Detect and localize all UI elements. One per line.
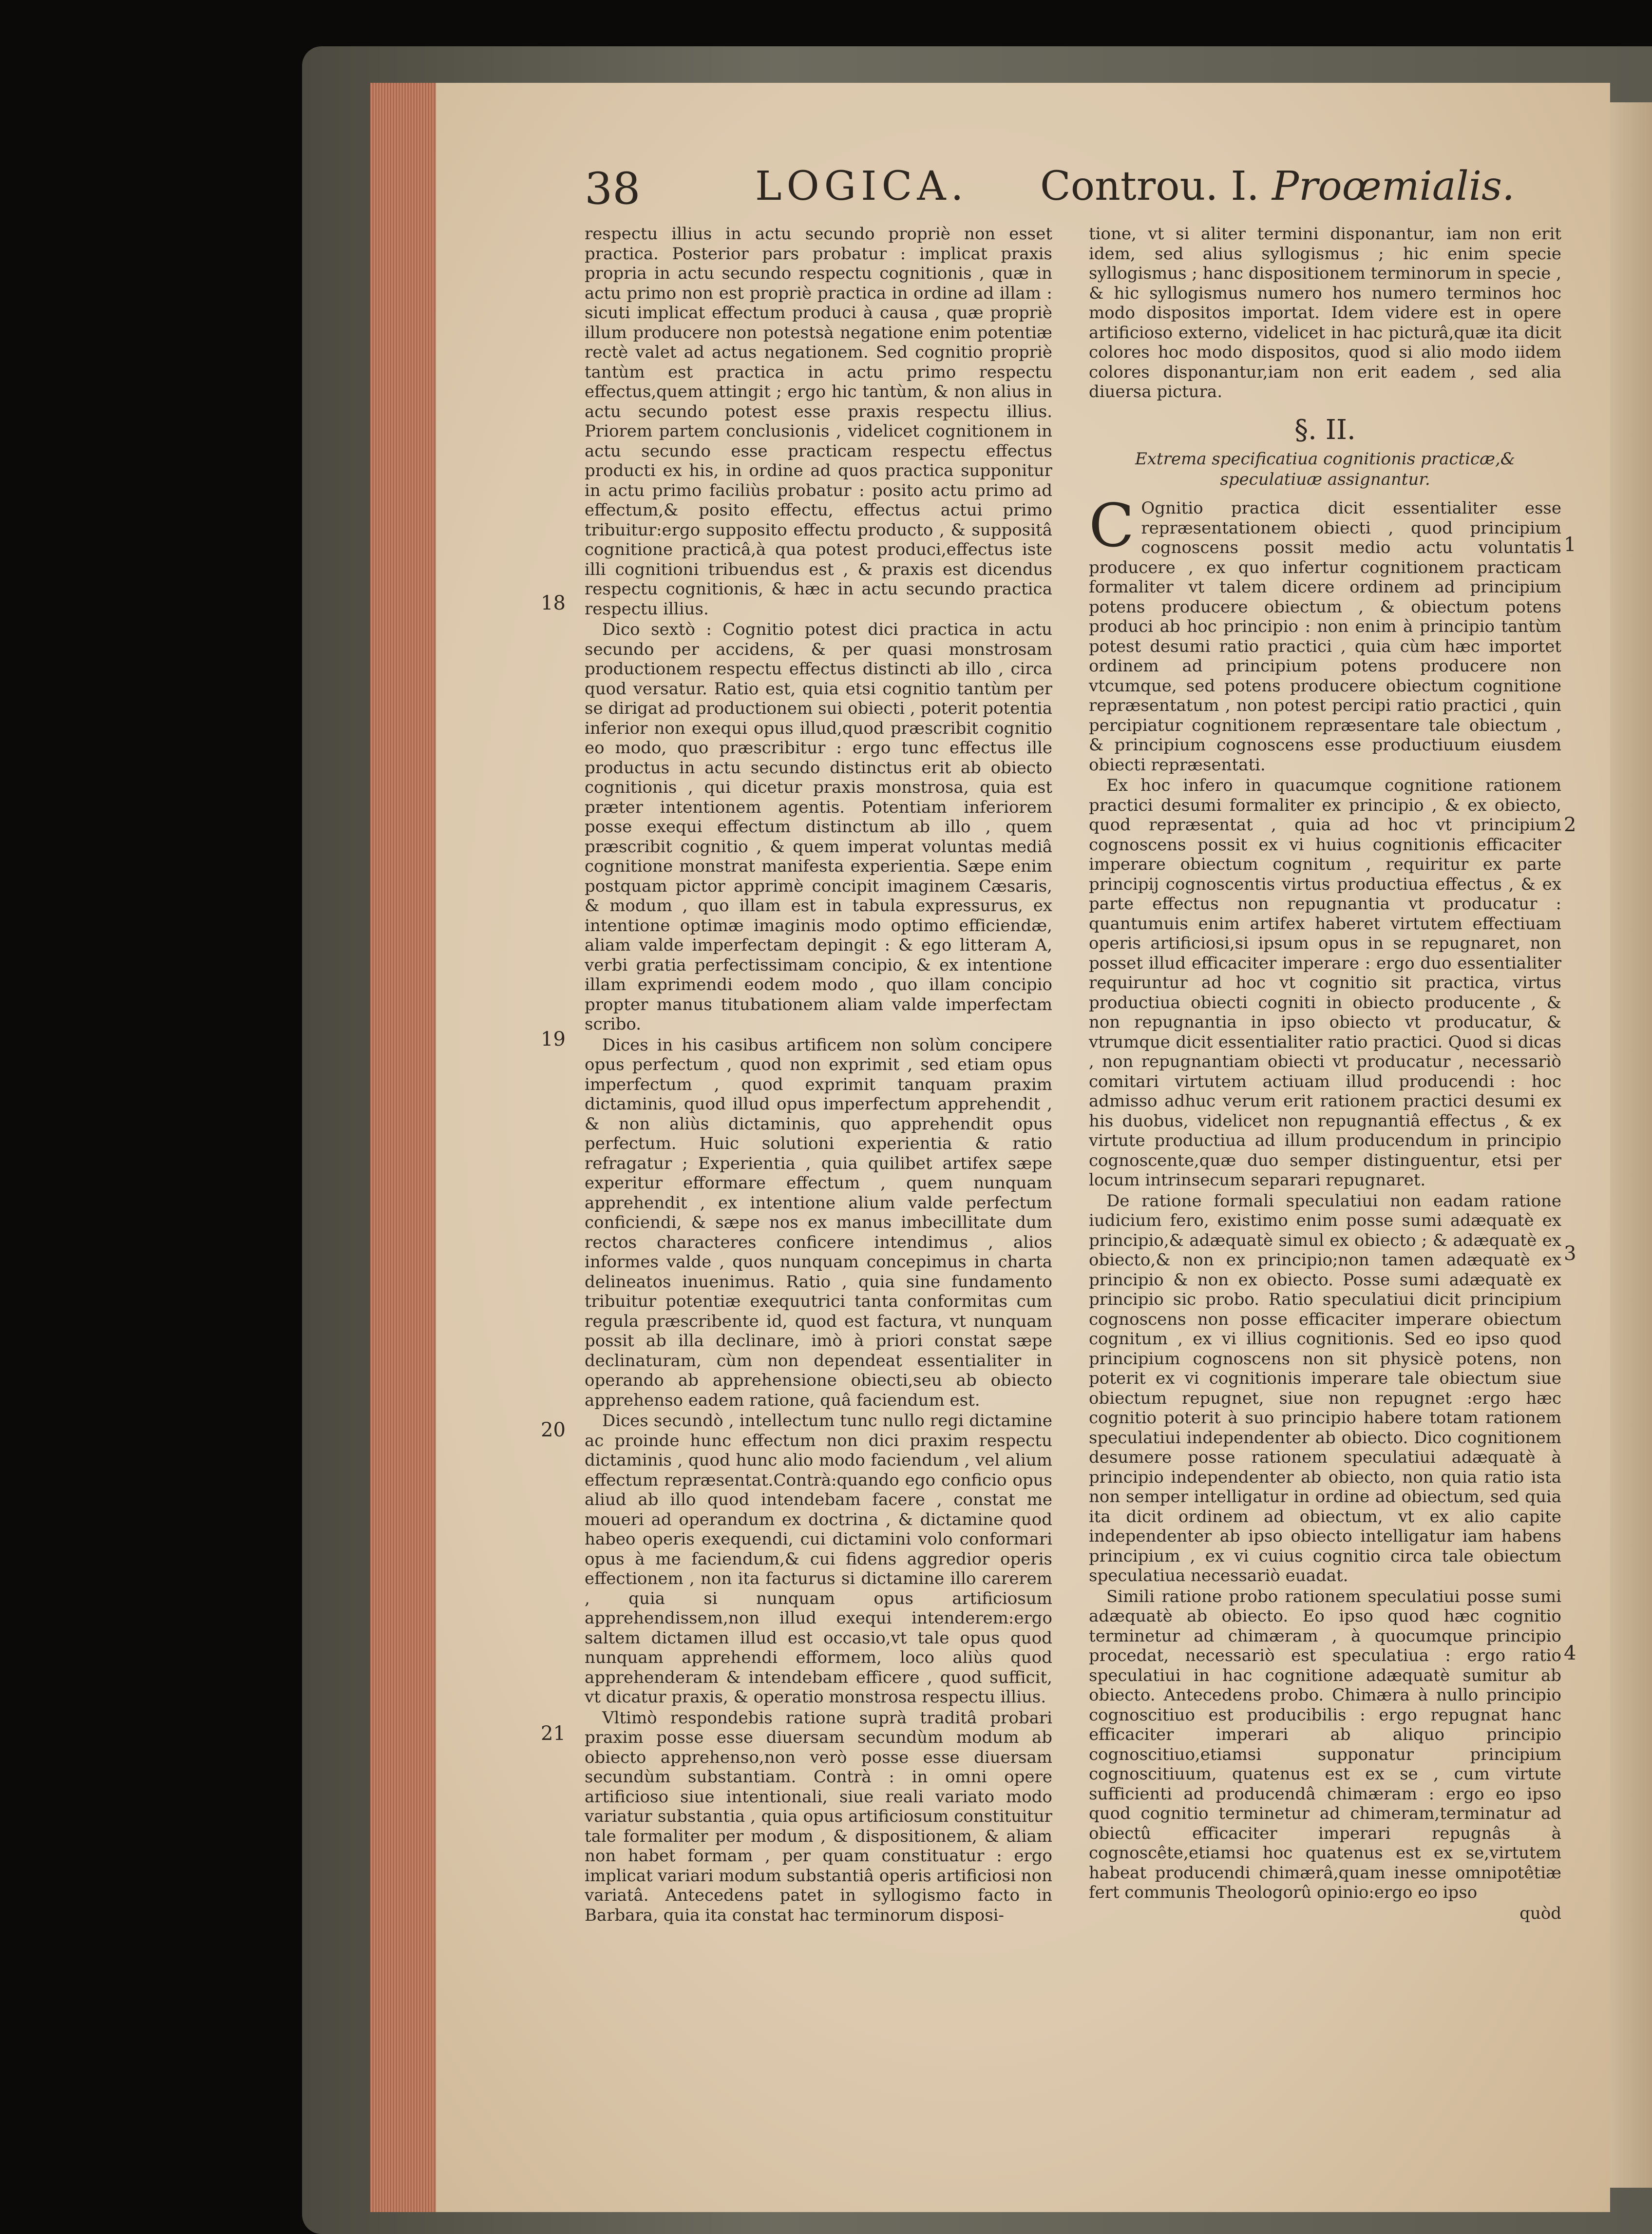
paragraph: Ex hoc infero in quacumque cognitione rationem practici desumi formaliter ex principio , & ex obiecto, quod repræsentat , quia ad hoc vt principium cognoscens possit ex vi huius cognitionis efficaciter imperare obiectum cognitum , requiritur ex parte principij cognoscentis virtus productiua effectus , & ex parte effectus non repugnantia vt producatur : quantumuis enim artifex haberet virtutem effectiuam operis artificiosi,si ipsum opus in se repugnaret, non posset illud efficaciter imperare : ergo duo essentialiter requiruntur ad hoc vt cognitio sit practica, virtus productiua obiecti cogniti in obiecto producente , & non repugnantia in ipso obiecto vt producatur, & vtrumque dicit essentialiter ratio practici. Quod si dicas , non repugnantiam obiecti vt producatur , necessariò comitari virtutem actiuam illud producendi : hoc admisso adhuc verum erit rationem practici desumi ex his duobus, videlicet non repugnantiâ effectus , & ex virtute productiua ad illum producendum in principio cognoscente,quæ duo semper distinguentur, etsi per locum intrinsecum separari repugnaret. <box>1089 776 1561 1190</box>
header-subtitle-italic: Proœmialis. <box>1272 163 1515 210</box>
book-page <box>436 83 1610 2212</box>
header-subtitle <box>1040 163 1515 210</box>
margin-number: 1 <box>1564 534 1576 556</box>
margin-number: 2 <box>1564 814 1576 836</box>
running-header <box>585 163 1598 222</box>
paragraph: tione, vt si aliter termini disponantur, iam non erit idem, sed alius syllogismus ; hic enim specie syllogismus ; hanc dispositionem terminorum in specie , & hic syllogismus numero hos numero terminos hoc modo dispositos importat. Idem videre est in opere artificioso externo, videlicet in hac picturâ,quæ ita dicit colores hoc modo dispositos, quod si alio modo iidem colores disponantur,iam non erit eadem , sed alia diuersa pictura. <box>1089 224 1561 401</box>
left-column <box>585 224 1052 2027</box>
header-title: LOGICA. <box>755 163 968 210</box>
paragraph: Simili ratione probo rationem speculatiui posse sumi adæquatè ab obiecto. Eo ipso quod hæc cognitio terminetur ad chimæram , à quocumque principio procedat, necessariò est speculatiua : ergo ratio speculatiui in hac cognitione adæquatè sumitur ab obiecto. Antecedens probo. Chimæra à nullo principio cognoscitiuo est producibilis : ergo repugnat hanc efficaciter imperari ab aliquo principio cognoscitiuo,etiamsi supponatur principium cognoscitiuum, quatenus est ex se , cum virtute sufficienti ad producendâ chimæram : ergo eo ipso quod cognitio terminetur ad chimeram,terminatur ad obiectû efficaciter imperari repugnâs à cognoscête,etiamsi hoc quatenus est ex se,virtutem habeat producendi chimærâ,quam inesse omnipotêtiæ fert communis Theologorû opinio:ergo eo ipso <box>1089 1586 1561 1902</box>
margin-number: 21 <box>541 1722 566 1745</box>
paragraph: respectu illius in actu secundo propriè non esset practica. Posterior pars probatur : implicat praxis propria in actu secundo respectu cognitionis , quæ in actu primo non est propriè practica in ordine ad illam : sicuti implicat effectum produci à causa , quæ propriè illum producere non potestsà negatione enim potentiæ rectè valet ad actus negationem. Sed cognitio propriè tantùm est practica in actu primo respectu effectus,quem attingit ; ergo hic tantùm, & non alius in actu secundo potest esse praxis respectu illius. Priorem partem conclusionis , videlicet cognitionem in actu secundo esse practicam respectu effectus producti ex his, in ordine ad quos practica supponitur in actu primo faciliùs probatur : posito actu primo ad effectum,& posito effectu, effectus actui primo tribuitur:ergo supposito effectu producto , & suppositâ cognitione practicâ,à qua potest produci,effectus iste illi cognitioni tribuendus est , & praxis est dicendus respectu cognitionis, & hæc in actu secundo practica respectu illius. <box>585 224 1052 619</box>
margin-number: 20 <box>541 1419 566 1441</box>
drop-capital: C <box>1089 491 1135 560</box>
section-subtitle: Extrema specificatiua cognitionis practicæ,& speculatiuæ assignantur. <box>1135 449 1516 489</box>
margin-number: 4 <box>1564 1642 1576 1664</box>
section-title: §. II. <box>1294 414 1356 446</box>
page-edges <box>370 83 438 2212</box>
paragraph-text: Ognitio practica dicit essentialiter esse repræsentationem obiecti , quod principium cognoscens possit medio actu voluntatis producere , ex quo infertur cognitionem practicam formaliter vt talem dicere ordinem ad principium potens producere obiectum , & obiectum potens produci ab hoc principio : non enim à principio tantùm potest desumi ratio practici , quia cùm hæc importet ordinem ad principium potens producere non vtcumque, sed potens producere obiectum cognitione repræsentatum , non potest percipi ratio practici , quin percipiatur cognitionem repræsentare tale obiectum , & principium cognoscens esse productiuum eiusdem obiecti repræsentati. <box>1089 498 1561 775</box>
right-column <box>1089 224 1561 2061</box>
paragraph: Vltimò respondebis ratione suprà traditâ probari praxim posse esse diuersam secundùm modum ab obiecto apprehenso,non verò posse esse diuersam secundùm substantiam. Contrà : in omni opere artificioso siue intentionali, siue reali variato modo variatur substantia , quia opus artificiosum constituitur tale formaliter per modum , & dispositionem, & aliam non habet formam , per quam constituatur : ergo implicat variari modum substantiâ operis artificiosi non variatâ. Antecedens patet in syllogismo facto in Barbara, quia ita constat hac terminorum disposi- <box>585 1708 1052 1925</box>
paragraph: Dices secundò , intellectum tunc nullo regi dictamine ac proinde hunc effectum non dici praxim respectu dictaminis , quod hunc alio modo faciendum , vel alium effectum repræsentat.Contrà:quando ego conficio opus aliud ab illo quod intendebam facere , constat me moueri ad operandum ex doctrina , & dictamine quod habeo operis exequendi, cui dictamini volo conformari opus à me faciendum,& cui fidens aggredior operis effectionem , non ita facturus si dictamine illo carerem , quia si nunquam opus artificiosum apprehendissem,non illud exequi intenderem:ergo saltem dictamen illud est occasio,vt tale opus quod nunquam apprehendi efformem, loco aliùs quod apprehenderam & intendebam efficere , quod sufficit, vt dicatur praxis, & operatio monstrosa respectu illius. <box>585 1411 1052 1707</box>
paragraph: Dico sextò : Cognitio potest dici practica in actu secundo per accidens, & per quasi monstrosam productionem respectu effectus distincti ab illo , circa quod versatur. Ratio est, quia etsi cognitio tantùm per se dirigat ad productionem sui obiecti , poterit potentia inferior non exequi opus illud,quod præscribit cognitio eo modo, quo præscribitur : ergo tunc effectus ille productus in actu secundo distinctus erit ab obiecto cognitionis , qui dicetur praxis monstrosa, quia est præter intentionem agentis. Potentiam inferiorem posse exequi effectum distinctum ab illo , quem præscribit cognitio , & quem imperat voluntas mediâ cognitione monstrat manifesta experientia. Sæpe enim postquam pictor apprimè concipit imaginem Cæsaris, & modum , quo illam est in tabula expressurus, ex intentione optimæ imaginis modo optimo efficiendæ, aliam valde imperfectam depingit : & ego litteram A, verbi gratia perfectissimam concipio, & ex intentione illam exprimendi eodem modo , quo illam concipio propter manus titubationem aliam valde imperfectam scribo. <box>585 620 1052 1034</box>
paragraph: Dices in his casibus artificem non solùm concipere opus perfectum , quod non exprimit , sed etiam opus imperfectum , quod exprimit tanquam praxim dictaminis, quod illud opus imperfectum apprehendit , & non aliùs dictaminis, quo apprehendit opus perfectum. Huic solutioni experientia & ratio refragatur ; Experientia , quia quilibet artifex sæpe experitur efformare effectum , quem nunquam apprehendit , ex intentione alium valde perfectum conficiendi, & sæpe nos ex manus imbecillitate dum rectos characteres conficere intendimus , alios informes valde , quos nunquam concepimus in charta delineatos inuenimus. Ratio , quia sine fundamento tribuitur potentiæ exequutrici tanta conformitas cum regula præscribente id, quod est factura, vt nunquam possit ab illa declinare, imò à priori constat sæpe declinaturam, cùm non dependeat essentialiter in operando ab apprehensione obiecti,seu ab obiecto apprehenso eadem ratione, quâ faciendum est. <box>585 1035 1052 1410</box>
next-page-edge <box>1608 102 1652 2188</box>
margin-number: 19 <box>541 1028 566 1050</box>
margin-number: 18 <box>541 592 566 614</box>
paragraph: De ratione formali speculatiui non eadam ratione iudicium fero, existimo enim posse sumi adæquatè ex principio,& adæquatè simul ex obiecto ; & adæquatè ex obiecto,& non ex principio;non tamen adæquatè ex principio & non ex obiecto. Posse sumi adæquatè ex principio sic probo. Ratio speculatiui dicit principium cognoscens non posse efficaciter imperare obiectum cognitum , ex vi illius cognitionis. Sed eo ipso quod principium cognoscens non sit physicè potens, non poterit ex vi cognitionis imperare tale obiectum siue obiectum repugnet, siue non repugnet :ergo hæc cognitio poterit à suo principio habere totam rationem speculatiui independenter ab obiecto. Dico cognitionem desumere posse rationem speculatiui adæquatè à principio independenter ab obiecto, non quia ratio ista non semper intelligatur in ordine ad obiectum, sed quia ita dicit ordinem ad obiectum, vt ex alio capite independenter ab ipso obiecto intelligatur iam habens principium , ex vi cuius cognitio circa tale obiectum speculatiua necessariò euadat. <box>1089 1191 1561 1585</box>
margin-number: 3 <box>1564 1242 1576 1265</box>
header-subtitle-roman: Controu. I. <box>1040 163 1259 210</box>
catchword: quòd <box>1519 1903 1561 1923</box>
paragraph <box>1089 491 1561 775</box>
page-number: 38 <box>585 163 641 214</box>
